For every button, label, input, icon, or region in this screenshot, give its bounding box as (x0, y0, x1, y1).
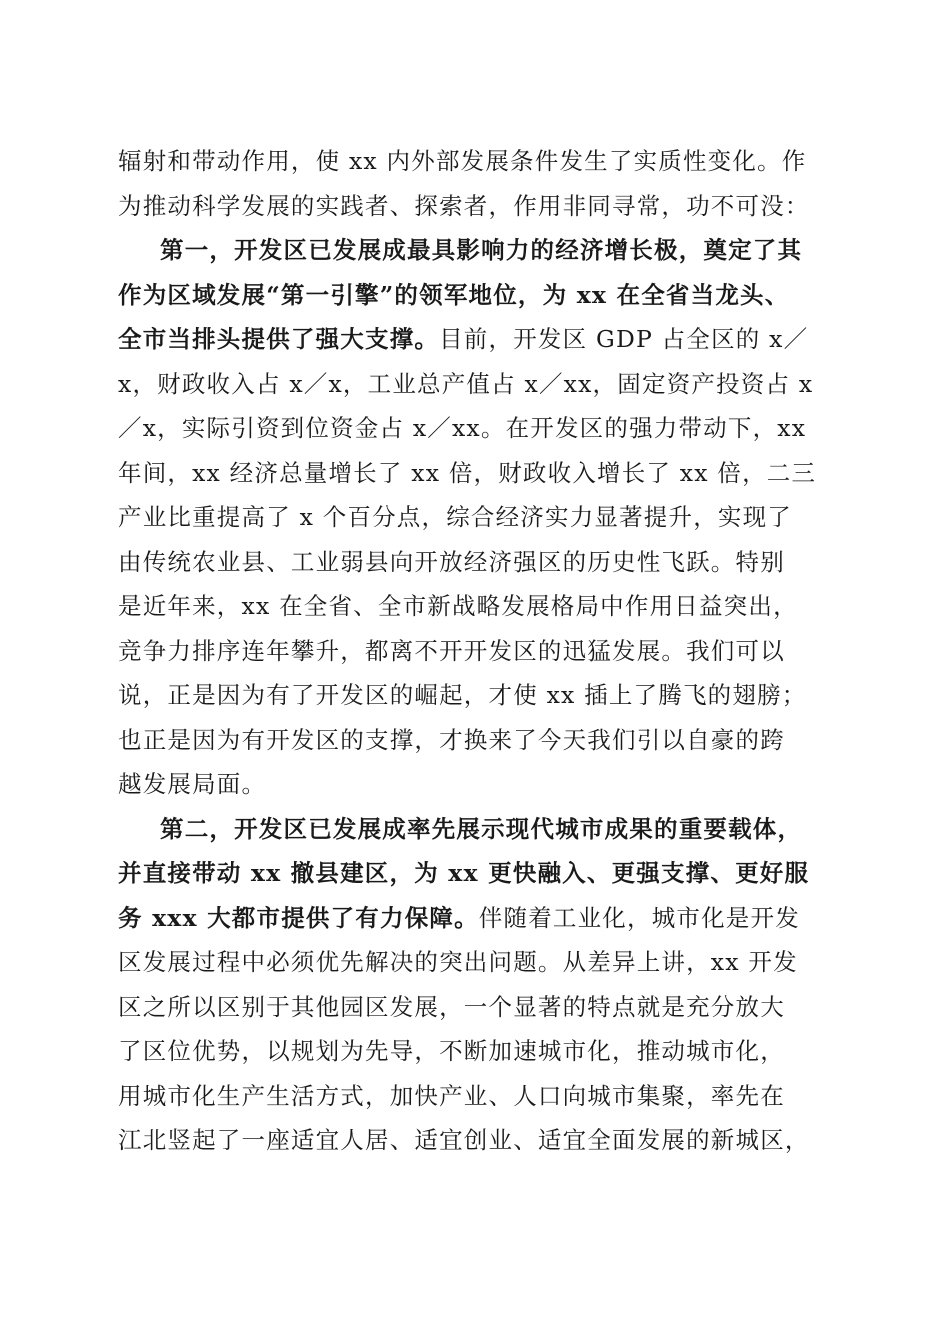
text-line (118, 1118, 833, 1163)
text-run: 竞争力排序连年攀升，都离不开开发区的迅猛发展。我们可以 (118, 636, 785, 665)
text-line (118, 451, 833, 496)
text-line (118, 495, 833, 540)
document-body (118, 139, 833, 1163)
text-line (118, 896, 833, 941)
text-run: 越发展局面。 (118, 770, 267, 798)
bold-text-run: 并直接带动 xx 撤县建区，为 xx 更快融入、更强支撑、更好服 (118, 859, 810, 887)
text-run: 也正是因为有开发区的支撑，才换来了今天我们引以自豪的跨 (118, 725, 785, 754)
bold-text-run: 第二，开发区已发展成率先展示现代城市成果的重要载体， (160, 814, 803, 843)
text-line (118, 673, 833, 718)
text-line (118, 317, 833, 362)
text-line (118, 139, 833, 184)
text-run: x，财政收入占 x／x，工业总产值占 x／xx，固定资产投资占 x (118, 369, 814, 398)
text-line (118, 985, 833, 1030)
text-run: 区发展过程中必须优先解决的突出问题。从差异上讲，xx 开发 (118, 948, 798, 976)
text-line (118, 584, 833, 629)
text-line (118, 718, 833, 763)
text-run: 年间，xx 经济总量增长了 xx 倍，财政收入增长了 xx 倍，二三 (118, 458, 817, 487)
text-run: 江北竖起了一座适宜人居、适宜创业、适宜全面发展的新城区， (118, 1126, 810, 1154)
text-line (118, 807, 833, 852)
text-run: 目前，开发区 GDP 占全区的 x／ (439, 325, 809, 353)
text-run: 伴随着工业化，城市化是开发 (478, 903, 800, 932)
text-line (118, 762, 833, 807)
text-run: ／x，实际引资到位资金占 x／xx。在开发区的强力带动下，xx (118, 414, 807, 442)
bold-text-run: 务 xxx 大都市提供了有力保障。 (118, 903, 479, 932)
text-line (118, 406, 833, 451)
text-line (118, 540, 833, 585)
text-run: 由传统农业县、工业弱县向开放经济强区的历史性飞跃。特别 (118, 547, 785, 576)
bold-text-run: 全市当排头提供了强大支撑。 (118, 325, 440, 353)
text-line (118, 1029, 833, 1074)
text-line (118, 940, 833, 985)
text-run: 是近年来，xx 在全省、全市新战略发展格局中作用日益突出， (118, 592, 798, 620)
bold-text-run: 作为区域发展“第一引擎”的领军地位，为 xx 在全省当龙头、 (118, 280, 790, 309)
text-run: 用城市化生产生活方式，加快产业、人口向城市集聚，率先在 (118, 1081, 785, 1110)
bold-text-run: 第一，开发区已发展成最具影响力的经济增长极，奠定了其 (160, 236, 803, 264)
text-line (118, 362, 833, 407)
text-line (118, 1074, 833, 1119)
paragraph-intro-continuation (118, 139, 833, 228)
text-run: 说，正是因为有了开发区的崛起，才使 xx 插上了腾飞的翅膀； (118, 681, 807, 709)
text-run: 为推动科学发展的实践者、探索者，作用非同寻常，功不可没： (118, 191, 810, 220)
paragraph-second-point (118, 807, 833, 1163)
text-run: 辐射和带动作用，使 xx 内外部发展条件发生了实质性变化。作 (118, 147, 807, 175)
paragraph-first-point (118, 228, 833, 807)
text-line (118, 273, 833, 318)
text-run: 产业比重提高了 x 个百分点，综合经济实力显著提升，实现了 (118, 503, 792, 531)
text-line (118, 228, 833, 273)
text-line (118, 629, 833, 674)
text-line (118, 184, 833, 229)
text-run: 区之所以区别于其他园区发展，一个显著的特点就是充分放大 (118, 992, 785, 1021)
text-line (118, 851, 833, 896)
text-run: 了区位优势，以规划为先导，不断加速城市化，推动城市化， (118, 1037, 785, 1065)
